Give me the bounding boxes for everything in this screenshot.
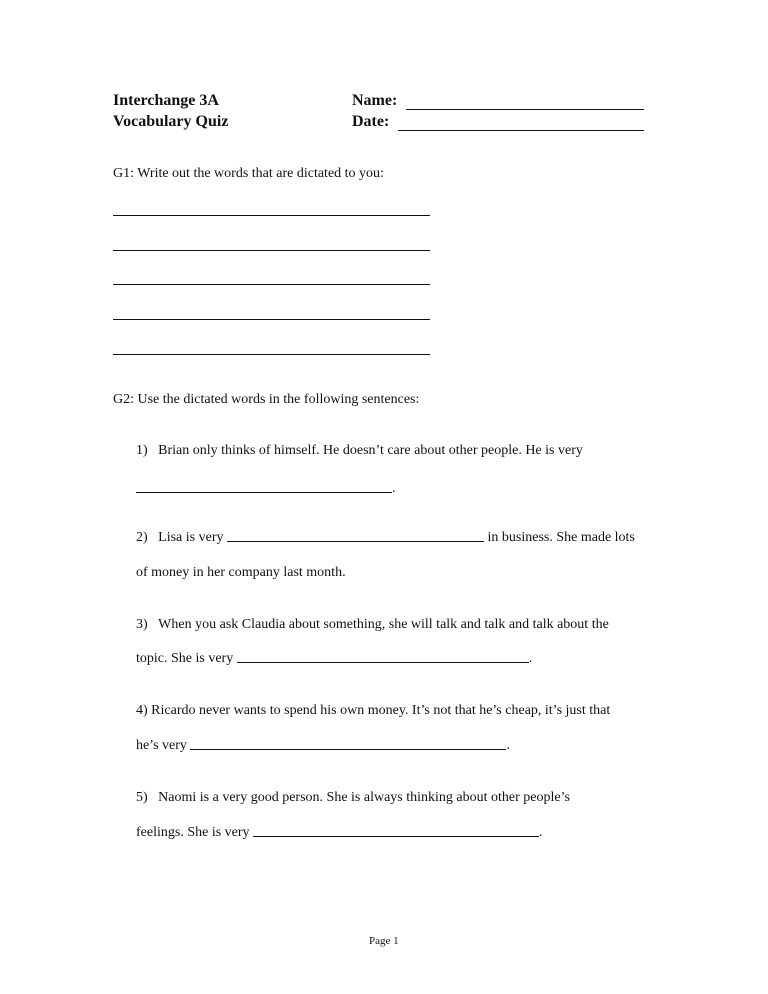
g1-answer-line-3[interactable] [113,284,430,285]
answer-blank-4[interactable] [190,748,506,750]
item-number: 3) [136,617,148,632]
quiz-subtitle: Vocabulary Quiz [113,113,229,130]
g2-instruction: G2: Use the dictated words in the following sentences: [113,392,420,407]
answer-blank-5[interactable] [253,835,539,837]
g2-item-5: 5) Naomi is a very good person. She is always thinking about other people’s [136,790,570,805]
item-number: 5) [136,790,148,805]
g1-answer-line-5[interactable] [113,354,430,355]
quiz-title: Interchange 3A [113,92,219,109]
g2-item-5-line2: feelings. She is very . [136,825,543,840]
item-number: 4) [136,703,148,718]
g2-item-4-line2: he’s very . [136,738,510,753]
g1-answer-line-4[interactable] [113,319,430,320]
answer-blank-2[interactable] [227,540,484,542]
g1-answer-line-2[interactable] [113,250,430,251]
name-label: Name: [352,92,398,109]
g2-item-2: 2) Lisa is very in business. She made lots [136,530,635,545]
date-field[interactable] [398,130,644,131]
item-number: 1) [136,443,148,458]
answer-blank-3[interactable] [237,661,529,663]
answer-blank-1[interactable] [136,491,392,493]
g1-answer-line-1[interactable] [113,215,430,216]
g2-item-3: 3) When you ask Claudia about something, she will talk and talk and talk about the [136,617,609,632]
g1-instruction: G1: Write out the words that are dictated to you: [113,166,384,181]
g2-item-2-line2: of money in her company last month. [136,565,346,580]
date-label: Date: [352,113,390,130]
g2-item-1-line2: . [136,481,396,497]
g2-item-4: 4) Ricardo never wants to spend his own money. It’s not that he’s cheap, it’s just that [136,703,611,718]
g2-item-3-line2: topic. She is very . [136,651,533,666]
name-field[interactable] [406,109,644,110]
item-number: 2) [136,530,148,545]
page-number: Page 1 [369,935,399,947]
g2-item-1 [136,443,583,459]
item-text: Brian only thinks of himself. He doesn’t care about other people. He is very [158,443,583,458]
